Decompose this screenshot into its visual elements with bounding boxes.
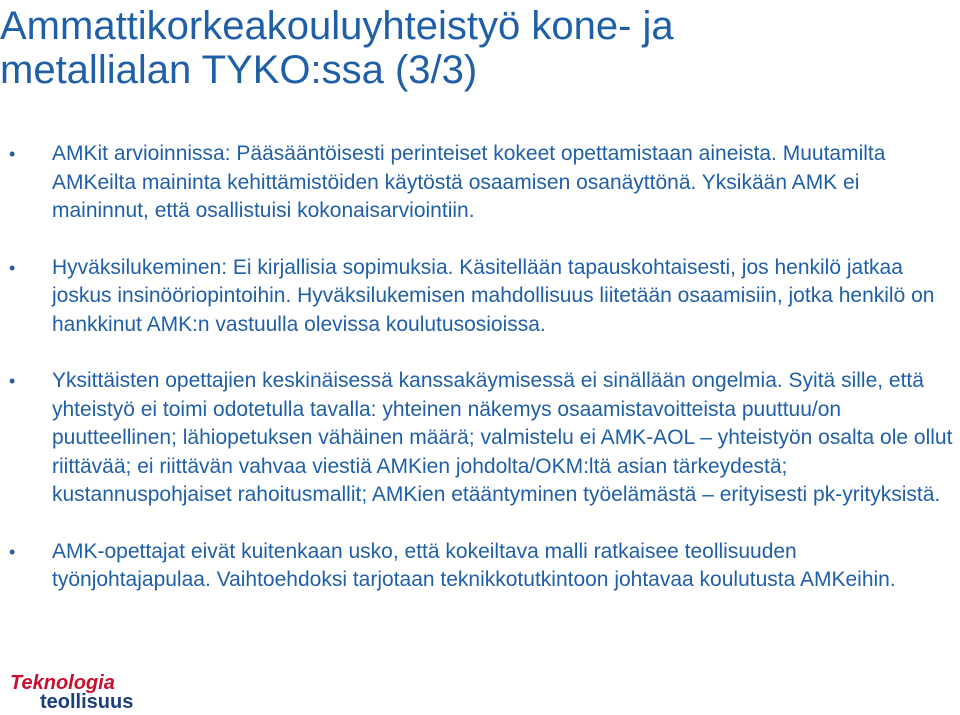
bullet-text: AMKit arvioinnissa: Pääsääntöisesti perinteiset kokeet opettamistaan aineista. Muutamilta AMKeilta maininta kehittämistöiden käytöstä osaamisen osanäyttönä. Yksikään AMK ei maininnut, että osallistuisi kokonaisarviointiin. xyxy=(52,142,886,222)
logo-text-teollisuus: teollisuus xyxy=(40,691,134,713)
bullet-marker: • xyxy=(9,371,16,391)
logo-text-teknologia: Teknologia xyxy=(10,672,115,694)
bullet-item-teacher-views xyxy=(0,538,955,595)
bullet-item-assessment xyxy=(0,140,955,226)
teknologiateollisuus-logo xyxy=(10,672,180,712)
bullet-text: AMK-opettajat eivät kuitenkaan usko, että kokeiltava malli ratkaisee teollisuuden työnjohtajapulaa. Vaihtoehdoksi tarjotaan teknikkotutkintoon johtavaa koulutusta AMKeihin. xyxy=(52,539,896,591)
bullet-marker: • xyxy=(9,541,16,562)
bullet-list xyxy=(0,140,955,595)
bullet-item-cooperation-problems xyxy=(0,367,955,510)
bullet-marker: • xyxy=(9,144,16,164)
bullet-text: Hyväksilukeminen: Ei kirjallisia sopimuksia. Käsitellään tapauskohtaisesti, jos henkilö jatkaa joskus insinööriopintoihin. Hyväksilukemisen mahdollisuus liitetään osaamisiin, jotka henkilö on hankkinut AMK:n vastuulla olevissa koulutusosioissa. xyxy=(52,255,935,336)
bullet-item-recognition xyxy=(0,254,955,340)
slide-title-line-1: Ammattikorkeakouluyhteistyö kone- ja xyxy=(0,4,674,48)
bullet-text: Yksittäisten opettajien keskinäisessä kanssakäymisessä ei sinällään ongelmia. Syitä sille, että yhteistyö ei toimi odotetulla tavalla: yhteinen näkemys osaamistavoitteista puuttuu/on puutteellinen; lähiopetuksen vähäinen määrä; valmistelu ei AMK-AOL – yhteistyön osalta ole ollut riittävää; ei riittävän vahvaa viestiä AMKien johdolta/OKM:ltä asian tärkeydestä; kustannuspohjaiset rahoitusmallit; AMKien etääntyminen työelämästä – erityisesti pk-yrityksistä. xyxy=(52,369,953,506)
bullet-marker: • xyxy=(9,257,16,278)
slide-title xyxy=(0,4,940,92)
slide-title-line-2: metallialan TYKO:ssa (3/3) xyxy=(0,48,478,92)
